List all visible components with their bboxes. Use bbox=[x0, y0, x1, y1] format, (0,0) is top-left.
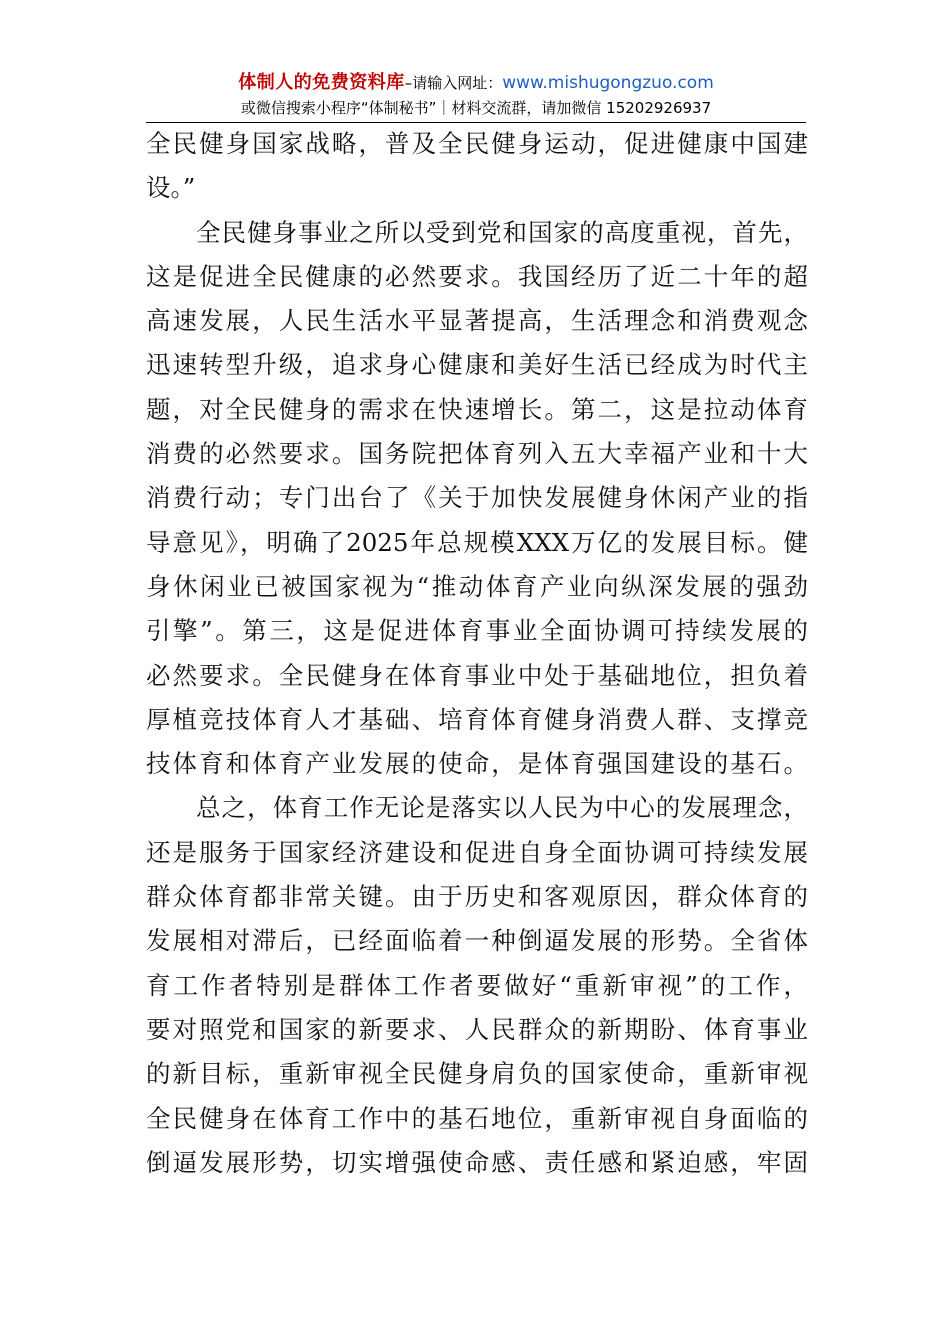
header-banner bbox=[146, 70, 806, 96]
text-line: 高速发展，人民生活水平显著提高，生活理念和消费观念 bbox=[146, 306, 808, 336]
text-line: 全民健身在体育工作中的基石地位，重新审视自身面临的 bbox=[146, 1103, 808, 1133]
text-line: 这是促进全民健康的必然要求。我国经历了近二十年的超 bbox=[146, 261, 808, 291]
website-link[interactable]: www.mishugongzuo.com bbox=[502, 73, 714, 93]
text-line: 设。” bbox=[146, 173, 196, 203]
text-line: 身休闲业已被国家视为“推动体育产业向纵深发展的强劲 bbox=[146, 571, 808, 601]
page-header bbox=[146, 70, 806, 120]
text-line: 育工作者特别是群体工作者要做好“重新审视”的工作， bbox=[146, 970, 808, 1000]
text-line: 必然要求。全民健身在体育事业中处于基础地位，担负着 bbox=[146, 660, 808, 690]
text-line: 消费行动；专门出台了《关于加快发展健身休闲产业的指 bbox=[146, 483, 808, 513]
text-line: 厚植竞技体育人才基础、培育体育健身消费人群、支撑竞 bbox=[146, 704, 808, 734]
text-line: 倒逼发展形势，切实增强使命感、责任感和紧迫感，牢固 bbox=[146, 1147, 808, 1177]
text-line: 全民健身国家战略，普及全民健身运动，促进健康中国建 bbox=[146, 129, 808, 158]
text-line: 还是服务于国家经济建设和促进自身全面协调可持续发展 bbox=[146, 837, 808, 867]
text-line: 要对照党和国家的新要求、人民群众的新期盼、体育事业 bbox=[146, 1014, 808, 1044]
paragraph-first-line: 总之，体育工作无论是落实以人民为中心的发展理念， bbox=[196, 793, 808, 823]
paragraph-first-line: 全民健身事业之所以受到党和国家的高度重视，首先， bbox=[196, 217, 808, 247]
text-line: 题，对全民健身的需求在快速增长。第二，这是拉动体育 bbox=[146, 394, 808, 424]
text-line: 导意见》，明确了2025年总规模XXX万亿的发展目标。健 bbox=[146, 527, 808, 557]
body-text bbox=[146, 122, 808, 1185]
header-subline: 或微信搜索小程序“体制秘书”｜材料交流群，请加微信 15202926937 bbox=[240, 99, 712, 117]
text-line: 技体育和体育产业发展的使命，是体育强国建设的基石。 bbox=[146, 749, 808, 779]
text-line: 迅速转型升级，追求身心健康和美好生活已经成为时代主 bbox=[146, 350, 808, 380]
text-line: 消费的必然要求。国务院把体育列入五大幸福产业和十大 bbox=[146, 439, 808, 469]
text-line: 群众体育都非常关键。由于历史和客观原因，群众体育的 bbox=[146, 882, 808, 912]
text-line: 发展相对滞后，已经面临着一种倒逼发展的形势。全省体 bbox=[146, 926, 808, 956]
brand-title: 体制人的免费资料库 bbox=[238, 72, 405, 93]
text-line: 引擎”。第三，这是促进体育事业全面协调可持续发展的 bbox=[146, 616, 808, 646]
text-line: 的新目标，重新审视全民健身肩负的国家使命，重新审视 bbox=[146, 1059, 808, 1089]
url-prompt: –请输入网址： bbox=[404, 74, 503, 92]
